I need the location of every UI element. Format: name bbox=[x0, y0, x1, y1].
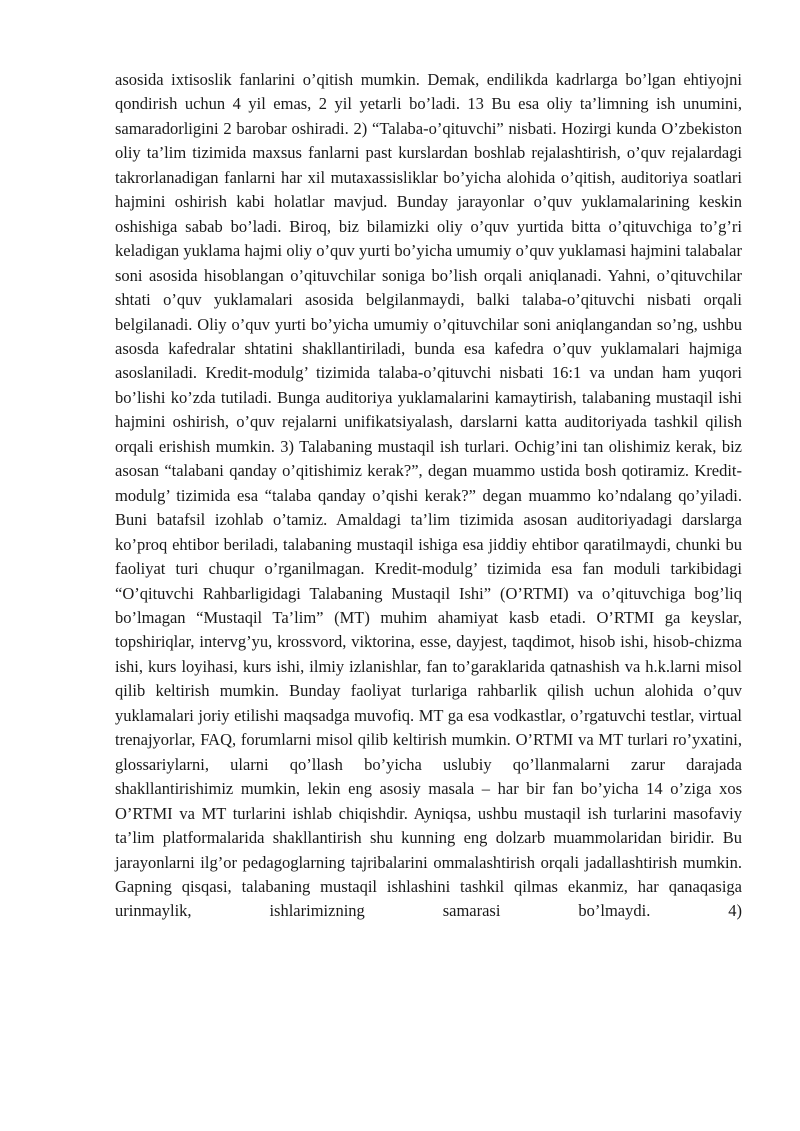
body-paragraph: asosida ixtisoslik fanlarini o’qitish mumkin. Demak, endilikda kadrlarga bo’lgan ehtiyojni qondirish uchun 4 yil emas, 2 yil yetarli bo’ladi. 13 Bu esa oliy ta’limning ish unumini, samaradorligini 2 barobar oshiradi. 2) “Talaba-o’qituvchi” nisbati. Hozirgi kunda O’zbekiston oliy ta’lim tizimida maxsus fanlarni past kurslardan boshlab rejalashtirish, o’quv rejalardagi takrorlanadigan fanlarni har xil mutaxassisliklar bo’yicha alohida o’qitish, auditoriya soatlari hajmini oshirish kabi holatlar mavjud. Bunday jarayonlar o’quv yuklamalarining keskin oshishiga sabab bo’ladi. Biroq, biz bilamizki oliy o’quv yurtida bitta o’qituvchiga to’g’ri keladigan yuklama hajmi oliy o’quv yurti bo’yicha umumiy o’quv yuklamasi hajmini talabalar soni asosida hisoblangan o’qituvchilar soniga bo’lish orqali aniqlanadi. Yahni, o’qituvchilar shtati o’quv yuklamalari asosida belgilanmaydi, balki talaba-o’qituvchi nisbati orqali belgilanadi. Oliy o’quv yurti bo’yicha umumiy o’qituvchilar soni aniqlangandan so’ng, ushbu asosda kafedralar shtatini shakllantiriladi, bunda esa kafedra o’quv yuklamalari hajmiga asoslaniladi. Kredit-modulg’ tizimida talaba-o’qituvchi nisbati 16:1 va undan ham yuqori bo’lishi ko’zda tutiladi. Bunga auditoriya yuklamalarini kamaytirish, talabaning mustaqil ishi hajmini oshirish, o’quv rejalarni unifikatsiyalash, darslarni katta auditoriyada tashkil qilish orqali erishish mumkin. 3) Talabaning mustaqil ish turlari. Ochig’ini tan olishimiz kerak, biz asosan “talabani qanday o’qitishimiz kerak?”, degan muammo ustida bosh qotiramiz. Kredit-modulg’ tizimida esa “talaba qanday o’qishi kerak?” degan muammo ko’ndalang qo’yiladi. Buni batafsil izohlab o’tamiz. Amaldagi ta’lim tizimida asosan auditoriyadagi darslarga ko’proq ehtibor beriladi, talabaning mustaqil ishiga esa jiddiy ehtibor qaratilmaydi, chunki bu faoliyat turi chuqur o’rganilmagan. Kredit-modulg’ tizimida esa fan moduli tarkibidagi “O’qituvchi Rahbarligidagi Talabaning Mustaqil Ishi” (O’RTMI) va o’qituvchiga bog’liq bo’lmagan “Mustaqil Ta’lim” (MT) muhim ahamiyat kasb etadi. O’RTMI ga keyslar, topshiriqlar, intervg’yu, krossvord, viktorina, esse, dayjest, taqdimot, hisob ishi, hisob-chizma ishi, kurs loyihasi, kurs ishi, ilmiy izlanishlar, fan to’garaklarida qatnashish va h.k.larni misol qilib keltirish mumkin. Bunday faoliyat turlariga rahbarlik qilish uchun alohida o’quv yuklamalari joriy etilishi maqsadga muvofiq. MT ga esa vodkastlar, o’rgatuvchi testlar, virtual trenajyorlar, FAQ, forumlarni misol qilib keltirish mumkin. O’RTMI va MT turlari ro’yxatini, glossariylarni, ularni qo’llash bo’yicha uslubiy qo’llanmalarni zarur darajada shakllantirishimiz mumkin, lekin eng asosiy masala – har bir fan bo’yicha 14 o’ziga xos O’RTMI va MT turlarini ishlab chiqishdir. Ayniqsa, ushbu mustaqil ish turlarini masofaviy ta’lim platformalarida shakllantirish shu kunning eng dolzarb muammolaridan biridir. Bu jarayonlarni ilg’or pedagoglarning tajribalarini ommalashtirish orqali jadallashtirish mumkin. Gapning qisqasi, talabaning mustaqil ishlashini tashkil qilmas ekanmiz, har qanaqasiga urinmaylik, ishlarimizning samarasi bo’lmaydi. 4) bbox=[115, 70, 742, 921]
